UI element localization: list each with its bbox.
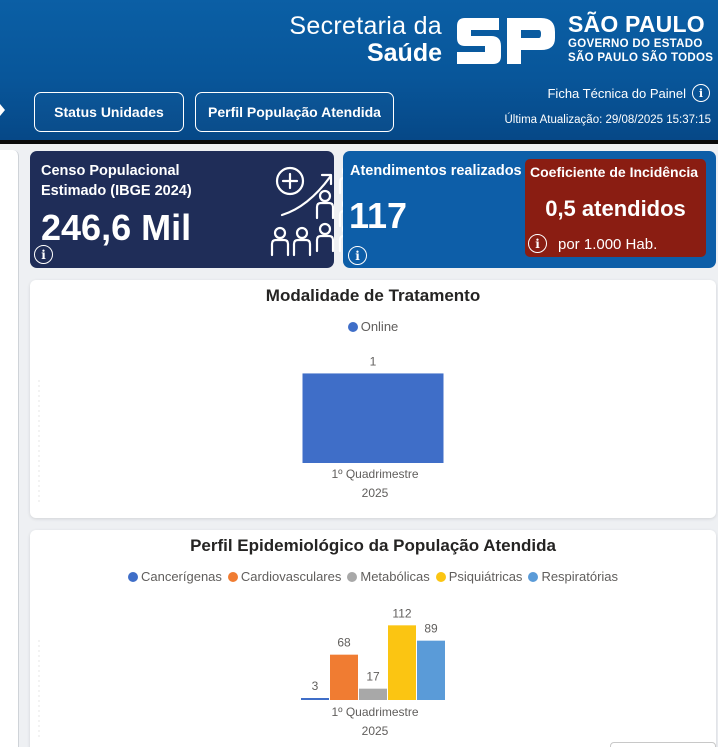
modalidade-chart-title: Modalidade de Tratamento — [265, 286, 481, 305]
modalidade-chart — [30, 280, 716, 518]
data-label-cardiovasculares: 68 — [337, 635, 351, 650]
status-unidades-button[interactable]: Status Unidades — [34, 92, 184, 132]
censo-label — [41, 161, 192, 201]
bar-respiratorias[interactable] — [417, 641, 445, 700]
secretaria-logo-text — [289, 14, 442, 66]
data-label-online: 1 — [369, 354, 377, 369]
app-header — [0, 0, 718, 140]
bar-cancerigenas[interactable] — [301, 698, 329, 700]
modalidade-chart-panel — [30, 280, 716, 518]
atendimentos-value: 117 — [349, 195, 408, 236]
perfil-epidemiologico-chart-panel — [30, 530, 716, 747]
x-tick-label: 1º Quadrimestre — [331, 705, 419, 719]
coeficiente-unit: por 1.000 Hab. — [558, 236, 658, 253]
coeficiente-value: 0,5 atendidos — [545, 196, 686, 221]
state-subtitle: GOVERNO DO ESTADO — [568, 38, 703, 50]
secretaria-line1: Secretaria da — [289, 12, 442, 40]
state-name: SÃO PAULO — [568, 11, 705, 37]
ficha-info-icon[interactable]: i — [692, 84, 710, 102]
atendimentos-info-icon[interactable]: i — [348, 246, 367, 265]
perfil-populacao-button[interactable]: Perfil População Atendida — [195, 92, 394, 132]
censo-label-line1: Censo Populacional — [41, 163, 180, 179]
bar-online[interactable] — [303, 373, 444, 463]
censo-value: 246,6 Mil — [41, 207, 192, 248]
coeficiente-card — [525, 159, 706, 257]
secretaria-line2: Saúde — [366, 39, 442, 67]
ficha-tecnica-link[interactable] — [547, 84, 710, 102]
left-side-panel — [0, 150, 19, 747]
perfil-epidemiologico-chart — [30, 530, 716, 747]
censo-info-icon[interactable]: i — [34, 245, 53, 264]
x-tick-sublabel: 2025 — [361, 724, 389, 738]
bar-psiquiatricas[interactable] — [388, 625, 416, 700]
legend-label-cardiovasculares: Cardiovasculares — [240, 569, 342, 584]
data-label-respiratorias: 89 — [424, 621, 438, 636]
bar-cardiovasculares[interactable] — [330, 655, 358, 700]
state-slogan: SÃO PAULO SÃO TODOS — [568, 51, 714, 64]
last-update-text: Última Atualização: 29/08/2025 15:37:15 — [504, 114, 711, 126]
perfil-epidemiologico-chart-title: Perfil Epidemiológico da População Atendida — [190, 536, 556, 555]
coeficiente-label: Coeficiente de Incidência — [530, 164, 699, 180]
data-label-metabolicas: 17 — [366, 669, 380, 684]
x-tick-label: 1º Quadrimestre — [331, 467, 419, 481]
censo-label-line2: Estimado (IBGE 2024) — [41, 183, 192, 199]
data-label-psiquiatricas: 112 — [392, 606, 412, 621]
bar-metabolicas[interactable] — [359, 689, 387, 700]
x-tick-sublabel: 2025 — [361, 486, 389, 500]
legend-label-respiratorias: Respiratórias — [541, 569, 619, 584]
legend-label-cancerigenas: Cancerígenas — [140, 569, 222, 584]
ficha-tecnica-label: Ficha Técnica do Painel — [547, 85, 686, 101]
atendimentos-card — [343, 151, 716, 268]
legend-label-metabolicas: Metabólicas — [360, 569, 430, 584]
legend-label-online: Online — [360, 319, 399, 334]
bottom-right-tab[interactable] — [610, 742, 716, 747]
data-label-cancerigenas: 3 — [311, 679, 319, 693]
legend-label-psiquiatricas: Psiquiátricas — [448, 569, 523, 584]
censo-card — [30, 151, 334, 268]
state-name-block — [568, 13, 713, 64]
expand-sidebar-arrow-icon[interactable] — [0, 104, 5, 116]
header-divider — [0, 140, 718, 144]
coeficiente-info-icon[interactable]: i — [528, 234, 547, 253]
atendimentos-label: Atendimentos realizados — [350, 163, 522, 179]
sp-government-logo-icon — [455, 16, 557, 66]
